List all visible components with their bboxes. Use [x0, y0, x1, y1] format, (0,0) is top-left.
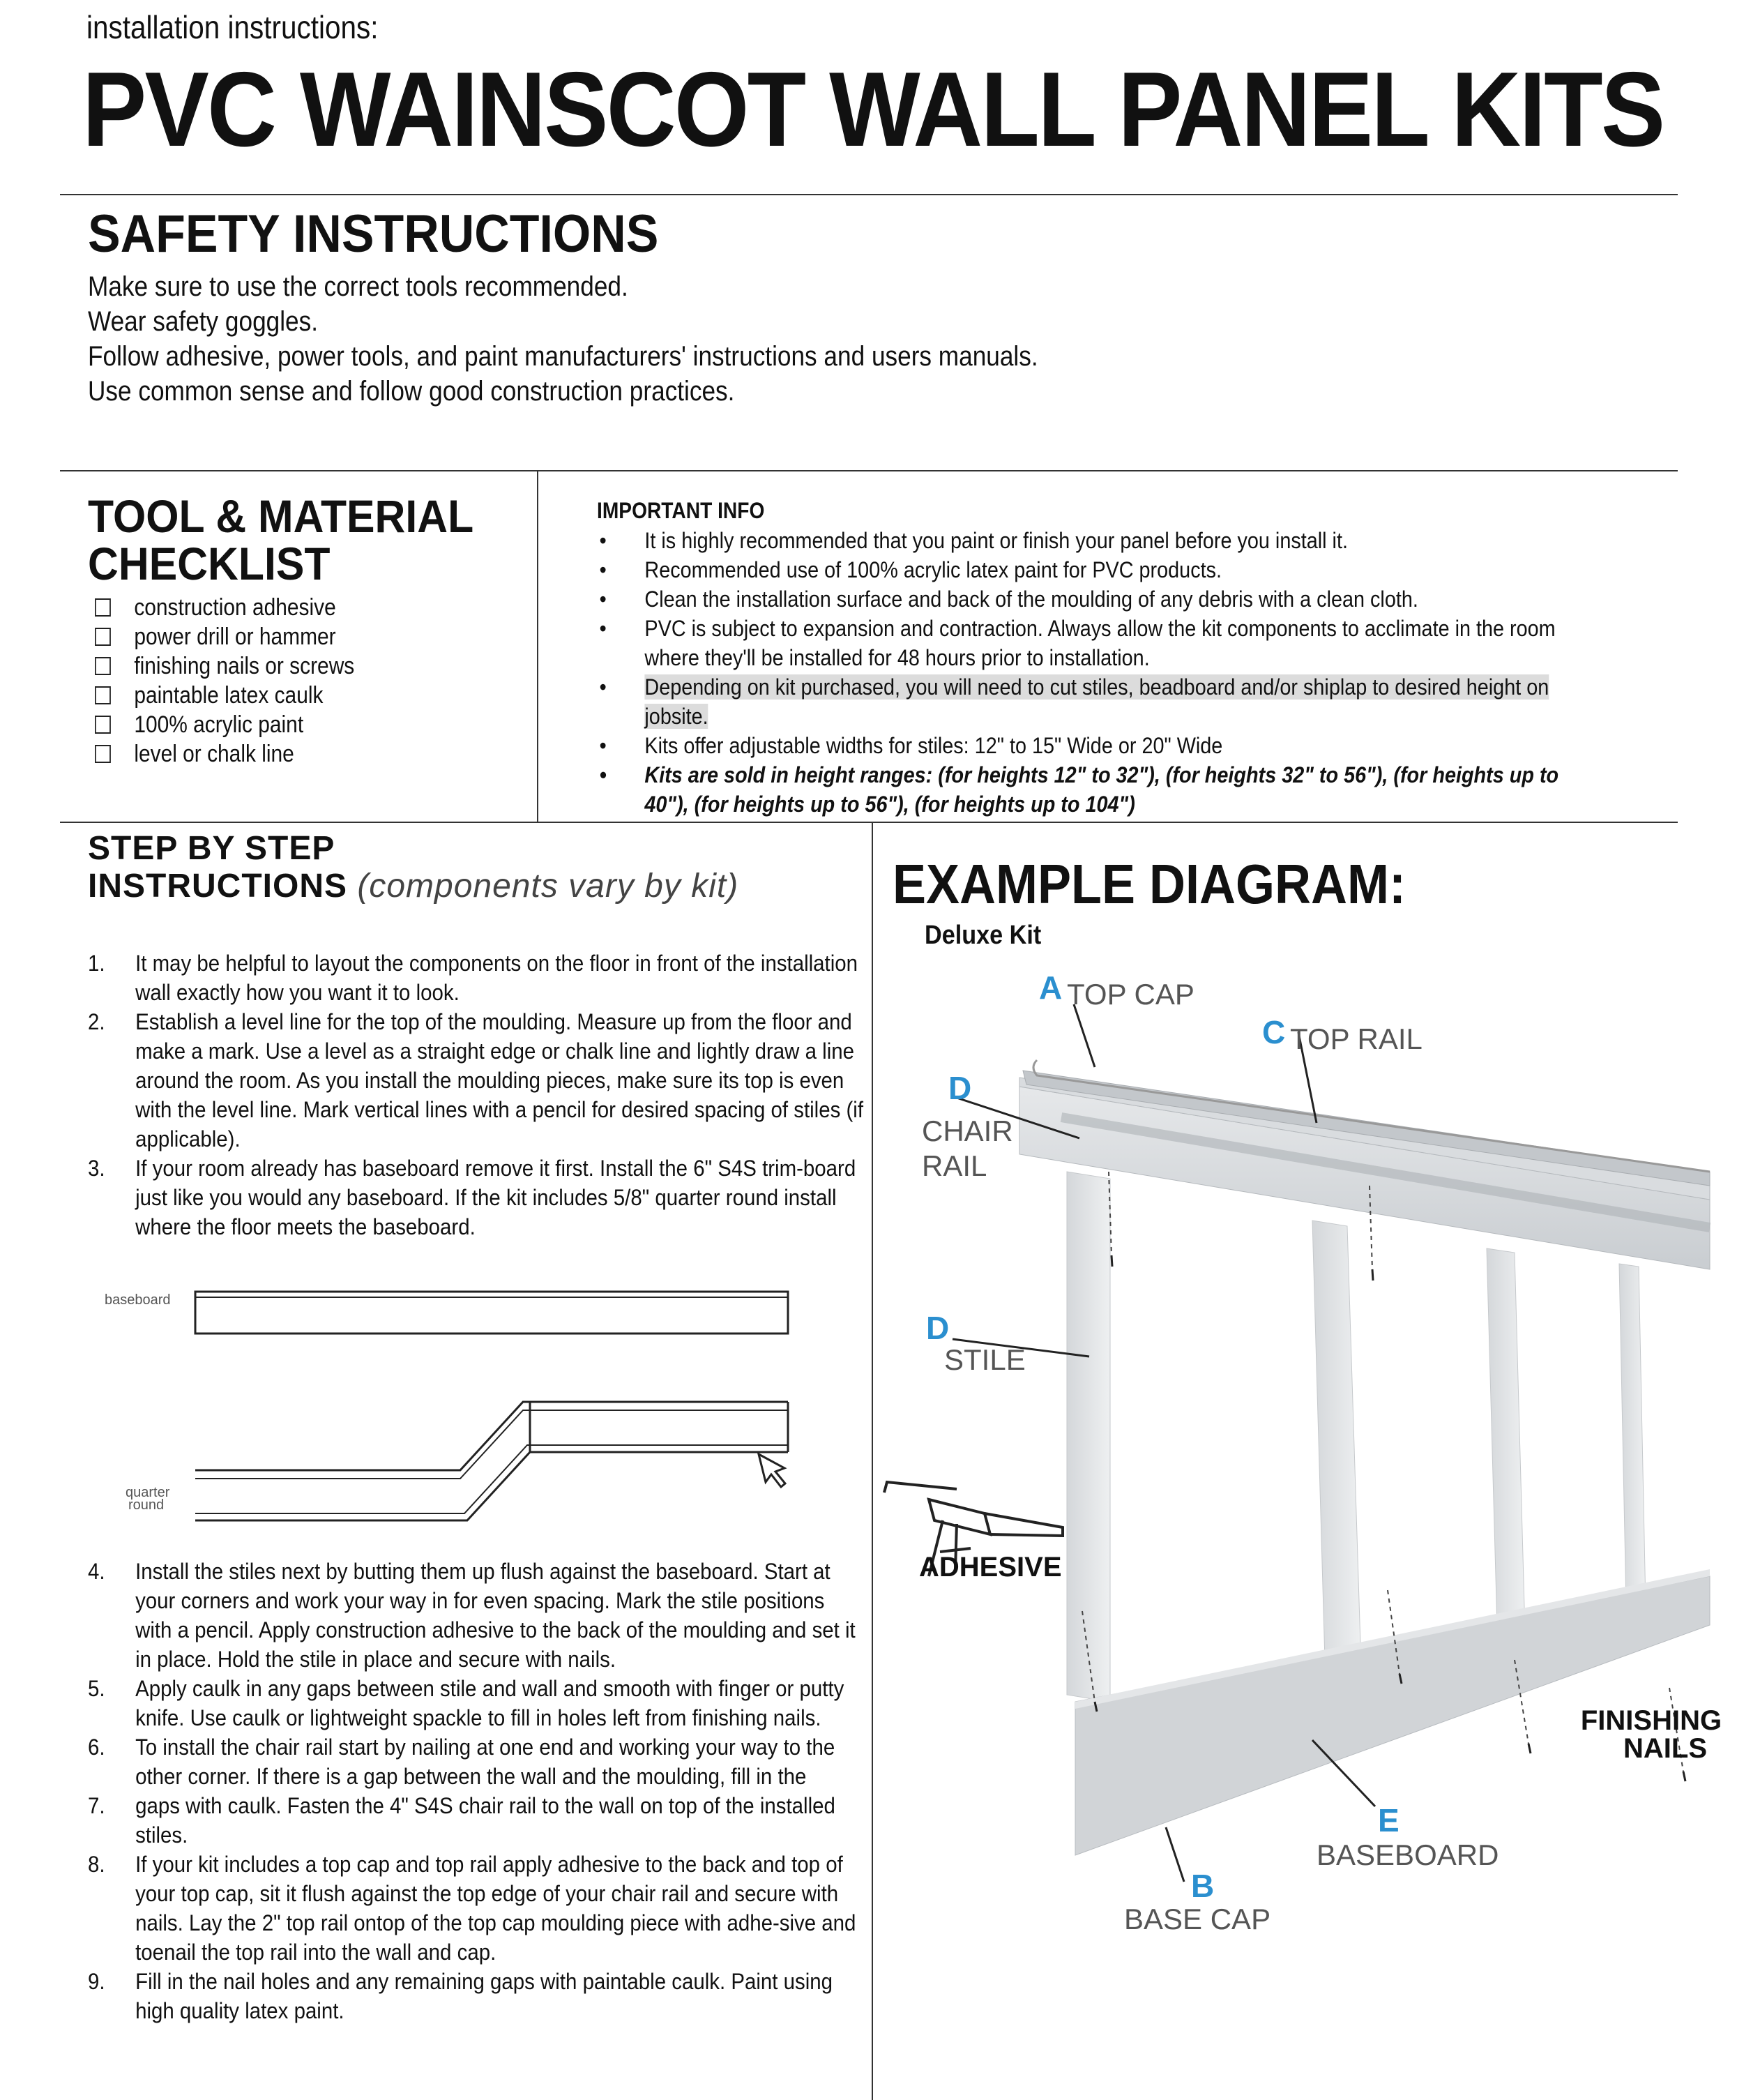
label-e-letter: E [1378, 1802, 1400, 1838]
checklist-item-label: construction adhesive [134, 594, 336, 621]
safety-list [88, 269, 1038, 409]
label-baseboard: BASEBOARD [1317, 1838, 1499, 1871]
step-text: If your room already has baseboard remove it first. Install the 6" S4S trim-board just like you would any baseboard. If the kit includes 5/8" quarter round install where the floor meets the baseboard. [135, 1156, 856, 1239]
steps-heading-text: INSTRUCTIONS [88, 868, 347, 905]
step-text: It may be helpful to layout the components on the floor in front of the installation wall exactly how you want it to look. [135, 951, 858, 1005]
label-top-cap: TOP CAP [1067, 978, 1194, 1011]
label-top-rail: TOP RAIL [1290, 1022, 1423, 1055]
safety-line: Follow adhesive, power tools, and paint manufacturers' instructions and users manuals. [88, 341, 1038, 372]
divider [60, 822, 1678, 823]
step-text: Establish a level line for the top of the moulding. Measure up from the floor and make a mark. Use a level as a straight edge or chalk line and lightly draw a line around the room. As you install the moulding pieces, make sure its top is even with the level line. Mark vertical lines with a pencil for desired spacing of stiles (if applicable). [135, 1009, 864, 1151]
wainscot-diagram [873, 962, 1737, 1939]
step-item [88, 1154, 867, 1241]
label-chair: CHAIR [922, 1115, 1013, 1147]
safety-line: Wear safety goggles. [88, 306, 319, 337]
label-rail: RAIL [922, 1149, 987, 1182]
checklist-item[interactable] [95, 651, 354, 681]
steps-heading [88, 830, 738, 905]
step-number: 3. [88, 1156, 105, 1181]
step-item [88, 1674, 867, 1732]
step-number: 7. [88, 1793, 105, 1818]
diagram-subheading: Deluxe Kit [925, 921, 1042, 950]
important-text: Recommended use of 100% acrylic latex paint for PVC products. [644, 557, 1222, 582]
safety-line: Use common sense and follow good construction practices. [88, 376, 735, 407]
step-text: Fill in the nail holes and any remaining gaps with paintable caulk. Paint using high quality latex paint. [135, 1969, 833, 2023]
important-item: • Clean the installation surface and back of the moulding of any debris with a clean cloth. [599, 587, 1418, 612]
checklist-item[interactable] [95, 710, 354, 739]
important-text: Clean the installation surface and back of the moulding of any debris with a clean cloth. [644, 587, 1418, 612]
steps-heading-line: STEP BY STEP [88, 830, 335, 867]
steps-heading-sub: (components vary by kit) [357, 868, 739, 905]
checklist-item[interactable] [95, 681, 354, 710]
important-list [597, 526, 1685, 819]
round-label: round [128, 1497, 165, 1513]
label-stile: STILE [944, 1343, 1026, 1376]
safety-heading: SAFETY INSTRUCTIONS [88, 204, 659, 264]
quarter-round-profile [195, 1402, 788, 1520]
step-number: 5. [88, 1676, 105, 1701]
step-text: Apply caulk in any gaps between stile and wall and smooth with finger or putty knife. Use caulk or lightweight spackle to fill in holes left from finishing nails. [135, 1676, 844, 1730]
step-item [88, 1007, 867, 1154]
checklist-item[interactable] [95, 739, 354, 769]
important-text: Kits offer adjustable widths for stiles: 12" to 15" Wide or 20" Wide [644, 733, 1223, 758]
divider [60, 470, 1678, 471]
label-adhesive: ADHESIVE [919, 1552, 1062, 1582]
divider [60, 194, 1678, 195]
checklist-heading [88, 492, 473, 587]
checkbox[interactable] [95, 628, 111, 646]
step-text: If your kit includes a top cap and top rail apply adhesive to the back and top of your top cap, sit it flush against the top edge of your chair rail and secure with nails. Lay the 2" top rail ontop of the top cap moulding piece with adhe-sive and toenail the top rail into the wall and cap. [135, 1852, 856, 1965]
label-d2-letter: D [926, 1310, 950, 1346]
label-c-letter: C [1262, 1014, 1286, 1050]
step-text: Install the stiles next by butting them up flush against the baseboard. Start at your corners and work your way in for even spacing. Mark the stile positions with a pencil. Apply construction adhesive to the back of the moulding and set it in place. Hold the stile in place and secure with nails. [135, 1559, 856, 1672]
checkbox[interactable] [95, 686, 111, 704]
label-a-letter: A [1039, 969, 1063, 1006]
step-item [88, 1791, 867, 1850]
pretitle: installation instructions: [86, 9, 379, 45]
important-text: It is highly recommended that you paint or finish your panel before you install it. [644, 528, 1348, 553]
label-d-letter: D [948, 1070, 972, 1106]
checklist-heading-line: TOOL & MATERIAL [88, 490, 474, 542]
cursor-arrow-icon [759, 1454, 785, 1487]
checkbox[interactable] [95, 657, 111, 675]
step-number: 4. [88, 1559, 105, 1584]
checkbox[interactable] [95, 745, 111, 763]
checklist-item-label: power drill or hammer [134, 624, 336, 650]
step-number: 9. [88, 1969, 105, 1994]
step-item [88, 1967, 867, 2025]
checklist-item-label: level or chalk line [134, 741, 294, 767]
important-item: • PVC is subject to expansion and contraction. Always allow the kit components to acclimate in the room where they'll be installed for 48 hours prior to installation. [599, 616, 1556, 670]
checkbox[interactable] [95, 716, 111, 734]
checklist [95, 593, 354, 769]
checklist-heading-line: CHECKLIST [88, 538, 331, 589]
important-heading: IMPORTANT INFO [597, 498, 765, 523]
step-number: 1. [88, 951, 105, 976]
step-item [88, 1850, 867, 1967]
steps-heading-line2 [88, 868, 738, 905]
label-finishing: FINISHING [1580, 1705, 1722, 1736]
steps-list-a [88, 949, 862, 1241]
quarter-label: quarter [126, 1485, 170, 1500]
checkbox[interactable] [95, 598, 111, 617]
step-text: To install the chair rail start by nailing at one end and working your way to the other corner. If there is a gap between the wall and the moulding, fill in the [135, 1735, 835, 1789]
step-number: 2. [88, 1009, 105, 1034]
checklist-item-label: 100% acrylic paint [134, 711, 304, 738]
label-base-cap: BASE CAP [1124, 1903, 1271, 1935]
important-text: PVC is subject to expansion and contraction. Always allow the kit components to acclimate in the room where they'll be installed for 48 hours prior to installation. [644, 616, 1556, 670]
column-divider [537, 470, 538, 822]
important-text: Kits are sold in height ranges: (for heights 12" to 32"), (for heights 32" to 56"), (for heights up to 40"), (for heights up to 56"), (for heights up to 104") [644, 762, 1559, 817]
step-item [88, 1732, 867, 1791]
label-nails: NAILS [1623, 1733, 1707, 1764]
checklist-item[interactable] [95, 593, 354, 622]
steps-list-b [88, 1557, 862, 2025]
step-item [88, 949, 867, 1007]
checklist-item[interactable] [95, 622, 354, 651]
important-text: Depending on kit purchased, you will need to cut stiles, beadboard and/or shiplap to desired height on jobsite. [644, 674, 1549, 729]
important-item: • Recommended use of 100% acrylic latex paint for PVC products. [599, 557, 1222, 582]
baseboard-diagram [98, 1269, 809, 1534]
chair-rail-assembly [1019, 1060, 1710, 1269]
baseboard-label: baseboard [105, 1292, 171, 1308]
step-number: 8. [88, 1852, 105, 1877]
step-item [88, 1557, 867, 1674]
important-item: • It is highly recommended that you paint or finish your panel before you install it. [599, 528, 1348, 553]
diagram-heading: EXAMPLE DIAGRAM: [893, 853, 1406, 915]
label-b-letter: B [1191, 1868, 1215, 1904]
checklist-item-label: finishing nails or screws [134, 653, 355, 679]
important-item-emphasis: • Kits are sold in height ranges: (for heights 12" to 32"), (for heights 32" to 56"), (for heights up to 40"), (for heights up to 56"), (for heights up to 104") [599, 762, 1559, 817]
page-title: PVC WAINSCOT WALL PANEL KITS [82, 50, 1664, 169]
step-text: gaps with caulk. Fasten the 4" S4S chair rail to the wall on top of the installed stiles. [135, 1793, 835, 1848]
checklist-item-label: paintable latex caulk [134, 682, 324, 709]
safety-line: Make sure to use the correct tools recommended. [88, 271, 628, 302]
important-item-highlighted: • Depending on kit purchased, you will need to cut stiles, beadboard and/or shiplap to desired height on jobsite. [599, 674, 1549, 729]
important-item: • Kits offer adjustable widths for stiles: 12" to 15" Wide or 20" Wide [599, 733, 1223, 758]
step-number: 6. [88, 1735, 105, 1760]
